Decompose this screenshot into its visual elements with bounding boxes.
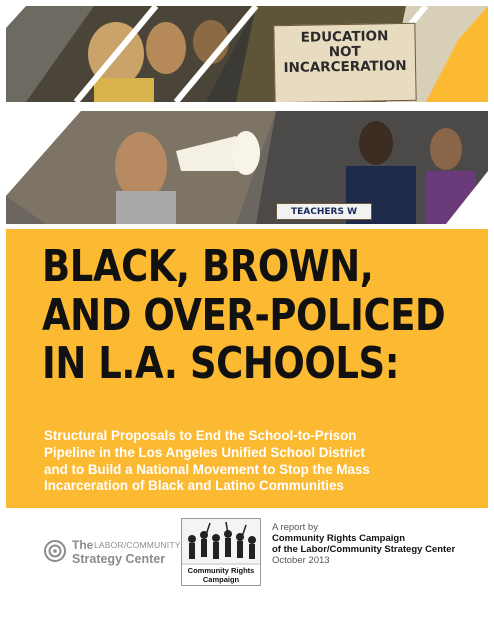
- report-by-label: A report by: [272, 522, 318, 533]
- top-photo-collage: [6, 6, 488, 102]
- crc-logo-caption: Community Rights Campaign: [182, 565, 260, 585]
- logo-strategy-center: Strategy Center: [72, 552, 166, 566]
- footer: [0, 512, 494, 639]
- report-subtitle: [44, 428, 474, 495]
- middle-photo-collage: [6, 111, 488, 224]
- report-author: Community Rights Campaign: [272, 533, 406, 544]
- title-line: IN L.A. SCHOOLS:: [42, 338, 400, 389]
- logo-labor-community: LABOR/COMMUNITY: [94, 540, 181, 550]
- title-line: BLACK, BROWN,: [42, 241, 374, 292]
- report-title: [42, 241, 446, 389]
- rally-photo-strip: [6, 111, 488, 224]
- teachers-sign: TEACHERS W: [276, 203, 372, 220]
- sign-line: NOT: [328, 43, 361, 61]
- subtitle-line: Incarceration of Black and Latino Communities: [44, 478, 344, 494]
- subtitle-line: Pipeline in the Los Angeles Unified School District: [44, 444, 365, 460]
- title-panel: [6, 229, 488, 508]
- report-date: October 2013: [272, 555, 330, 566]
- community-rights-campaign-logo: [181, 518, 261, 586]
- subtitle-line: Structural Proposals to End the School-to-Prison: [44, 428, 357, 443]
- target-circle-icon: [44, 540, 66, 562]
- logo-the: The: [72, 538, 94, 552]
- education-not-incarceration-sign: [273, 23, 416, 102]
- sign-line: INCARCERATION: [283, 58, 407, 77]
- report-credits: [272, 522, 482, 566]
- subtitle-line: and to Build a National Movement to Stop the Mass: [44, 461, 370, 477]
- labor-community-strategy-center-logo: [44, 536, 181, 576]
- sign-line: EDUCATION: [300, 28, 389, 46]
- title-line: AND OVER-POLICED: [42, 289, 446, 341]
- report-org: of the Labor/Community Strategy Center: [272, 544, 456, 555]
